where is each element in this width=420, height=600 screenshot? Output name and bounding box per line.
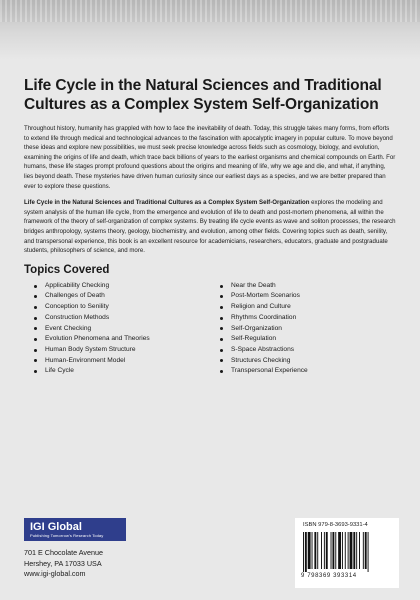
topic-label: Structures Checking [231,356,291,364]
bullet-icon [220,327,223,330]
bullet-icon [34,295,37,298]
topic-item [210,366,396,377]
cover-top-band [0,0,420,60]
topic-label: Self-Regulation [231,335,277,343]
back-cover-content [24,76,396,377]
description-paragraph-2 [24,198,396,256]
bullet-icon [34,349,37,352]
bullet-icon [220,359,223,362]
topic-item [24,366,210,377]
topic-item [210,313,396,324]
topic-label: S-Space Abstractions [231,345,295,353]
topic-label: Conception to Senility [45,303,109,311]
topic-label: Post-Mortem Scenarios [231,292,300,300]
topic-item [24,302,210,313]
topic-item [24,345,210,356]
bullet-icon [220,370,223,373]
topic-item [24,291,210,302]
topic-label: Construction Methods [45,313,110,321]
topic-item [24,356,210,367]
topic-label: Self-Organization [231,324,282,332]
isbn-label: ISBN 979-8-3693-9331-4 [303,522,368,528]
topic-item [210,291,396,302]
description-title-bold: Life Cycle in the Natural Sciences and Traditional Cultures as a Complex System Self-Organization [24,199,310,207]
description-paragraph-1: Throughout history, humanity has grappled with how to face the inevitability of death. Today, this struggle takes many forms, from efforts to extend life through medical and technological advances to the fascination with apocalyptic imagery in popular culture. To move beyond these ideas and explore new possibilities, we must seek precise knowledge across fields such as cosmology, biology, and evolution, examining the origins of life and death, which trace back billions of years to the earliest organisms and chemical compounds on Earth. For humans, these life stages prompt profound questions about the origins and meaning of life, why we age and die, and what, if anything, lies beyond death. These mysteries have driven human curiosity since our earliest days as a species, and we are better prepared than ever to explore these questions. [24,125,396,190]
bullet-icon [34,285,37,288]
description-paragraph-2-text: explores the modeling and system analysis of the human life cycle, from the emergence and evolution of life to death and post-mortem phenomena, all within the framework of the theory of self-organization of complex systems. By treating life cycle events as wave and soliton processes, the research bridges anthropology, systems theory, geology, biochemistry, and evolution, among other fields. Covering topics such as death, senility, and transpersonal experience, this book is an excellent resource for academicians, researchers, educators, graduate and postgraduate students, philosophers of science, and more. [24,199,396,255]
topic-item [210,356,396,367]
bullet-icon [34,370,37,373]
bullet-icon [220,285,223,288]
publisher-block [24,518,184,580]
topic-label: Rhythms Coordination [231,313,297,321]
address-line-2: Hershey, PA 17033 USA [24,558,102,568]
bullet-icon [220,306,223,309]
book-title: Life Cycle in the Natural Sciences and Traditional Cultures as a Complex System Self-Organization [24,77,382,113]
topic-item [210,324,396,335]
topic-item [24,334,210,345]
bullet-icon [34,359,37,362]
topic-label: Challenges of Death [45,292,105,300]
topic-item [24,281,210,292]
topic-label: Applicability Checking [45,281,110,289]
bullet-icon [34,338,37,341]
barcode-digits: 9 798369 393314 [301,573,357,579]
topic-label: Human Body System Structure [45,345,136,353]
address-line-1: 701 E Chocolate Avenue [24,548,103,557]
topic-label: Near the Death [231,281,276,289]
topics-column-left [24,281,210,377]
bullet-icon [220,338,223,341]
topic-item [210,281,396,292]
topic-label: Evolution Phenomena and Theories [45,335,150,343]
topic-item [210,302,396,313]
bullet-icon [34,327,37,330]
topic-label: Religion and Culture [231,303,291,311]
topic-label: Human-Environment Model [45,356,126,364]
topic-label: Transpersonal Experience [231,367,308,375]
topics-list [24,281,396,377]
publisher-address [24,548,184,580]
topics-heading: Topics Covered [24,263,110,276]
isbn-barcode [295,518,399,588]
publisher-logo [24,518,126,541]
bullet-icon [34,306,37,309]
topic-item [24,313,210,324]
topic-item [24,324,210,335]
topic-label: Life Cycle [45,367,74,375]
publisher-website: www.igi-global.com [24,569,86,578]
topic-item [210,334,396,345]
publisher-logo-tagline: Publishing Tomorrow's Research Today [30,533,104,538]
bullet-icon [220,317,223,320]
bullet-icon [220,349,223,352]
bullet-icon [220,295,223,298]
publisher-logo-name: IGI Global [30,521,82,533]
topic-item [210,345,396,356]
barcode-bars [303,532,391,572]
topics-column-right [210,281,396,377]
topic-label: Event Checking [45,324,92,332]
bullet-icon [34,317,37,320]
